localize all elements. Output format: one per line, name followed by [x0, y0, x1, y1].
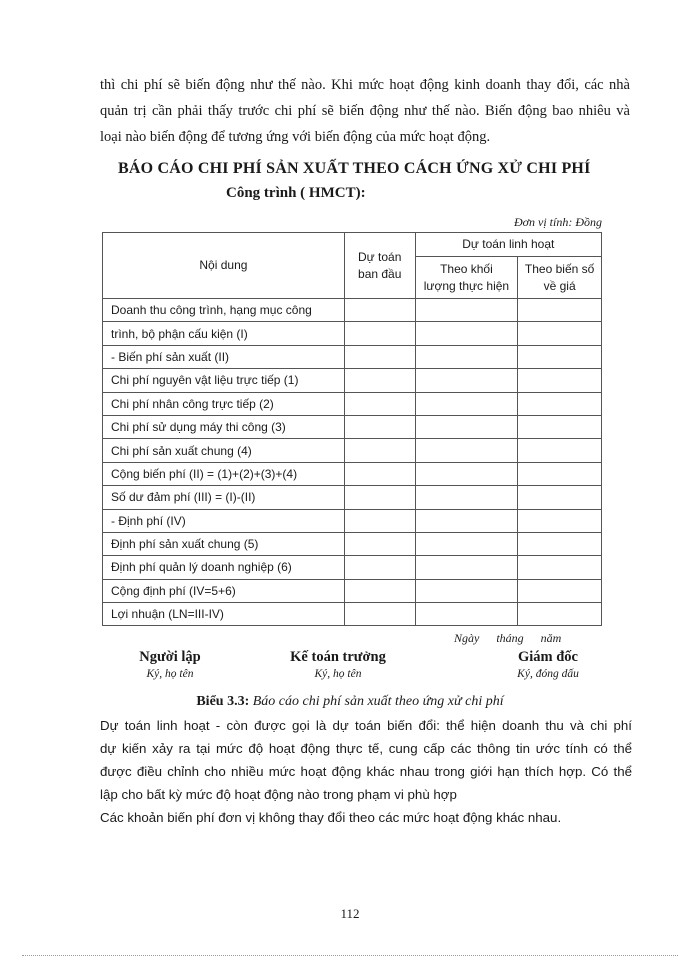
signature-title: Người lập [139, 649, 201, 665]
table-row [103, 345, 602, 368]
table-row [103, 369, 602, 392]
caption-text: Báo cáo chi phí sản xuất theo ứng xử chi phí [252, 694, 504, 709]
body-paragraph [100, 714, 632, 829]
cell [518, 415, 602, 438]
cell [518, 299, 602, 322]
row-label: Lợi nhuận (LN=III-IV) [103, 603, 345, 626]
report-subtitle: Công trình ( HMCT): [226, 185, 366, 201]
table-row [103, 322, 602, 345]
signature-chief-accountant [268, 649, 408, 680]
body-line: Dự toán linh hoạt - còn được gọi là dự toán biến đổi: thể hiện doanh thu và chi phí [100, 718, 632, 733]
cell [518, 462, 602, 485]
unit-label: Đơn vị tính: Đồng [513, 215, 602, 229]
signature-sub: Ký, đóng dấu [517, 668, 579, 680]
signature-title: Giám đốc [517, 649, 578, 665]
cell [518, 392, 602, 415]
header-flexible-estimate: Dự toán linh hoạt [415, 233, 601, 257]
table-row [103, 556, 602, 579]
body-line: Các khoản biến phí đơn vị không thay đổi theo các mức hoạt động khác nhau. [100, 810, 562, 825]
row-label: Cộng định phí (IV=5+6) [103, 579, 345, 602]
signature-preparer [110, 649, 230, 680]
row-label: Doanh thu công trình, hạng mục công [103, 299, 345, 322]
cell [518, 369, 602, 392]
cell [344, 392, 415, 415]
intro-line: thì chi phí sẽ biến động như thế nào. Khi mức hoạt động kinh doanh thay đổi, các nhà [100, 77, 630, 93]
row-label: Chi phí sử dụng máy thi công (3) [103, 415, 345, 438]
cell [344, 532, 415, 555]
header-by-volume-line: lượng thực hiện [423, 278, 510, 293]
cell [415, 603, 518, 626]
row-label: trình, bộ phận cấu kiện (I) [103, 322, 345, 345]
cell [344, 415, 415, 438]
cell [415, 486, 518, 509]
row-label: Số dư đảm phí (III) = (I)-(II) [103, 486, 345, 509]
cell [344, 486, 415, 509]
row-label: Cộng biến phí (II) = (1)+(2)+(3)+(4) [103, 462, 345, 485]
header-initial-estimate-line: ban đầu [358, 266, 402, 281]
cell [344, 509, 415, 532]
header-content: Nội dung [103, 233, 345, 299]
cell [518, 603, 602, 626]
table-row [103, 392, 602, 415]
table-row [103, 532, 602, 555]
table-row [103, 415, 602, 438]
cell [518, 486, 602, 509]
figure-caption [0, 694, 700, 710]
cell [415, 369, 518, 392]
body-line: lập cho bất kỳ mức độ hoạt động nào trong phạm vi phù hợp [100, 787, 457, 802]
cell [415, 299, 518, 322]
cost-report-table [102, 232, 602, 626]
header-initial-estimate-line: Dự toán [358, 249, 402, 264]
signature-sub: Ký, họ tên [314, 668, 362, 680]
cell [518, 345, 602, 368]
cell [344, 579, 415, 602]
table-row [103, 579, 602, 602]
cell [415, 439, 518, 462]
row-label: Định phí sản xuất chung (5) [103, 532, 345, 555]
cell [344, 369, 415, 392]
table-row [103, 299, 602, 322]
signature-director [488, 649, 608, 680]
header-initial-estimate [344, 233, 415, 299]
cell [415, 462, 518, 485]
cell [415, 345, 518, 368]
cell [415, 392, 518, 415]
table-row [103, 486, 602, 509]
cell [415, 556, 518, 579]
row-label: - Biến phí sản xuất (II) [103, 345, 345, 368]
header-by-volume-line: Theo khối [440, 261, 493, 276]
row-label: Định phí quản lý doanh nghiệp (6) [103, 556, 345, 579]
cell [344, 322, 415, 345]
row-label: Chi phí sản xuất chung (4) [103, 439, 345, 462]
table-row [103, 462, 602, 485]
cell [344, 439, 415, 462]
intro-line: quản trị cần phải thấy trước chi phí sẽ biến động như thế nào. Biến động bao nhiêu và [100, 103, 630, 119]
header-by-price-line: Theo biến số [524, 261, 595, 276]
row-label: Chi phí nguyên vật liệu trực tiếp (1) [103, 369, 345, 392]
cell [344, 603, 415, 626]
date-line: Ngày tháng năm [454, 631, 562, 645]
cell [518, 439, 602, 462]
cell [344, 462, 415, 485]
report-title: BÁO CÁO CHI PHÍ SẢN XUẤT THEO CÁCH ỨNG XỬ CHI PHÍ [118, 160, 591, 177]
body-line: dự kiến xảy ra tại mức độ hoạt động thực tế, cung cấp các thông tin ước tính có thể [100, 741, 632, 756]
caption-label: Biểu 3.3: [196, 694, 250, 709]
cell [415, 509, 518, 532]
cell [518, 556, 602, 579]
table-row [103, 603, 602, 626]
table-row [103, 439, 602, 462]
signature-title: Kế toán trưởng [290, 649, 386, 665]
cell [344, 556, 415, 579]
cell [344, 299, 415, 322]
cell [518, 579, 602, 602]
signature-sub: Ký, họ tên [146, 668, 194, 680]
intro-paragraph [100, 72, 630, 150]
header-by-volume [415, 257, 518, 299]
footer-rule [22, 955, 678, 956]
row-label: - Định phí (IV) [103, 509, 345, 532]
table-row [103, 509, 602, 532]
cell [415, 579, 518, 602]
body-line: được điều chỉnh cho nhiều mức hoạt động khác nhau trong giới hạn thích hợp. Có thể [100, 764, 632, 779]
header-by-price-line: về giá [543, 278, 576, 293]
cell [518, 322, 602, 345]
cell [415, 322, 518, 345]
intro-line: loại nào biến động để tương ứng với biến động của mức hoạt động. [100, 129, 491, 145]
row-label: Chi phí nhân công trực tiếp (2) [103, 392, 345, 415]
header-by-price [518, 257, 602, 299]
cell [518, 509, 602, 532]
cell [415, 415, 518, 438]
cell [344, 345, 415, 368]
cell [415, 532, 518, 555]
page-number: 112 [340, 906, 360, 921]
cell [518, 532, 602, 555]
